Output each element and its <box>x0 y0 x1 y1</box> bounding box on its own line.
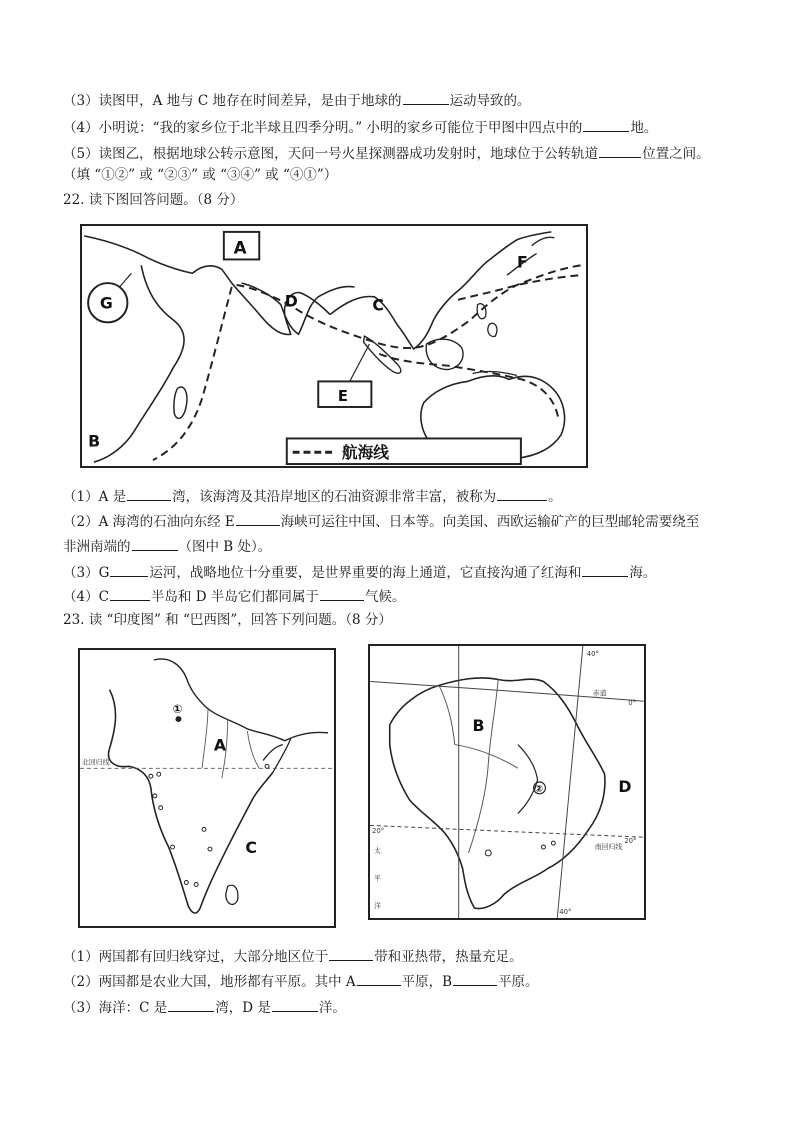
city-dot <box>159 806 163 810</box>
map-label-c: C <box>372 295 384 315</box>
india-internal-lines <box>202 707 259 778</box>
brazil-river <box>518 745 538 814</box>
city-dot <box>194 883 198 887</box>
q21-item-4-text: （4）小明说：“我的家乡位于北半球且四季分明。” 小明的家乡可能位于甲图中四点中的 <box>63 120 583 136</box>
q22-item-4-text-end: 气候。 <box>364 589 406 605</box>
shipping-route-australia <box>379 354 558 418</box>
pacific-label-2: 平 <box>373 874 381 883</box>
india-label-1: ① <box>172 702 183 717</box>
city-dot <box>551 841 555 845</box>
city-dot <box>265 764 269 768</box>
brazil-label-2: ② <box>534 783 543 795</box>
answer-blank[interactable] <box>329 946 373 961</box>
q22-item-1 <box>63 486 562 506</box>
answer-blank[interactable] <box>110 586 150 601</box>
city-dot <box>184 881 188 885</box>
q21-item-3 <box>63 90 531 110</box>
map-label-d: D <box>284 291 298 311</box>
q21-item-3-text: （3）读图甲，A 地与 C 地存在时间差异，是由于地球的 <box>63 93 402 109</box>
q23-item-1-text: （1）两国都有回归线穿过，大部分地区位于 <box>63 949 329 965</box>
q22-item-2-text-mid: 海峡可运往中国、日本等。向美国、西欧运输矿产的巨型邮轮需要绕至 <box>280 514 700 530</box>
india-coastline <box>109 690 273 914</box>
brazil-deg-40-top: 40° <box>586 649 600 658</box>
city-dot <box>541 845 545 849</box>
q22-item-2-text-end: （图中 B 处）。 <box>178 539 272 555</box>
coastline-se-asia <box>330 232 551 349</box>
pacific-label-1: 太 <box>373 846 381 855</box>
map-legend-label: 航海线 <box>341 443 390 463</box>
q22-title: 22. 读下图回答问题。（8 分） <box>63 192 244 208</box>
answer-blank[interactable] <box>599 143 641 158</box>
brazil-tropic-label: 南回归线 <box>594 843 623 852</box>
q22-item-4 <box>63 586 405 606</box>
q23-item-2-text-end: 平原。 <box>498 974 539 990</box>
city-dot <box>485 850 491 856</box>
brazil-internal-lines <box>439 680 518 853</box>
brazil-equator-label: 赤道 <box>592 689 607 698</box>
map-legend-box <box>287 438 521 464</box>
q22-item-1-text: （1）A 是 <box>63 489 127 505</box>
india-north-border <box>154 659 328 741</box>
india-label-c: C <box>245 837 257 857</box>
japan-outline <box>507 237 554 275</box>
india-label-a: A <box>213 735 227 755</box>
g-pointer-line <box>120 273 132 287</box>
q23-item-2-text: （2）两国都是农业大国，地形都有平原。其中 A <box>63 974 356 990</box>
map-label-f: F <box>516 252 528 272</box>
q21-item-4-text-end: 地。 <box>630 120 658 136</box>
q23-item-2 <box>63 971 539 991</box>
answer-blank[interactable] <box>357 971 401 986</box>
city-dot <box>157 772 161 776</box>
brazil-deg-20-left: 20° <box>371 827 385 836</box>
q22-item-2-text-cont: 非洲南端的 <box>63 539 131 555</box>
brazil-map-svg <box>370 646 644 918</box>
city-dot <box>171 845 175 849</box>
answer-blank[interactable] <box>168 997 214 1012</box>
q21-item-5 <box>63 143 710 163</box>
q21-item-4 <box>63 117 657 137</box>
q22-item-3-text-end: 海。 <box>629 565 657 581</box>
q21-item-5-hint: （填 “①②” 或 “②③” 或 “③④” 或 “④①”） <box>63 167 338 183</box>
answer-blank[interactable] <box>403 90 449 105</box>
map-label-e: E <box>337 388 349 406</box>
q22-item-3-text: （3）G <box>63 565 110 581</box>
answer-blank[interactable] <box>272 997 318 1012</box>
map-label-b: B <box>88 431 101 451</box>
q22-item-2-text: （2）A 海湾的石油向东经 E <box>63 514 235 530</box>
q22-item-1-text-mid: 湾，该海湾及其沿岸地区的石油资源非常丰富，被称为 <box>172 489 497 505</box>
city-dot <box>149 774 153 778</box>
city-dot <box>153 794 157 798</box>
brazil-deg-0: 0° <box>628 699 637 708</box>
india-tropic-label: 北回归线 <box>81 758 110 767</box>
q23-item-1-text-end: 带和亚热带，热量充足。 <box>374 949 523 965</box>
answer-blank[interactable] <box>583 117 629 132</box>
answer-blank[interactable] <box>132 536 178 551</box>
city-dot <box>208 847 212 851</box>
islands-outline <box>473 304 517 376</box>
q23-item-1 <box>63 946 523 966</box>
q22-map <box>80 224 588 468</box>
brazil-label-d: D <box>618 776 632 796</box>
q21-item-5-text: （5）读图乙，根据地球公转示意图，天问一号火星探测器成功发射时，地球位于公转轨道 <box>63 146 599 162</box>
q23-item-3-text-end: 洋。 <box>318 1000 346 1016</box>
answer-blank[interactable] <box>127 486 171 501</box>
sri-lanka-outline <box>226 885 238 904</box>
city-dot <box>202 827 206 831</box>
e-pointer-line <box>350 344 370 381</box>
brazil-map <box>368 644 646 920</box>
india-map-svg <box>80 650 334 926</box>
tropic-capricorn-line <box>370 825 644 837</box>
q22-map-svg <box>82 226 586 466</box>
q21-item-3-text-end: 运动导致的。 <box>449 93 531 109</box>
india-bengal-coast <box>263 739 291 772</box>
answer-blank[interactable] <box>110 562 148 577</box>
q23-item-3 <box>63 997 346 1017</box>
q23-item-2-text-mid: 平原，B <box>401 974 453 990</box>
map-label-a: A <box>233 237 247 258</box>
q22-item-1-text-end: 。 <box>548 489 562 505</box>
answer-blank[interactable] <box>497 486 547 501</box>
q22-item-3-text-mid: 运河，战略地位十分重要，是世界重要的海上通道，它直接沟通了红海和 <box>149 565 582 581</box>
q21-item-5-text-end: 位置之间。 <box>642 146 710 162</box>
q23-title: 23. 读 “印度图” 和 “巴西图”，回答下列问题。（8 分） <box>63 612 392 628</box>
q23-item-3-text: （3）海洋：C 是 <box>63 1000 168 1016</box>
q22-item-4-text-mid: 半岛和 D 半岛它们都同属于 <box>150 589 319 605</box>
q22-item-4-text: （4）C <box>63 589 109 605</box>
q22-item-2-cont <box>63 536 271 556</box>
map-label-g: G <box>99 293 113 313</box>
brazil-deg-40-bottom: 40° <box>559 908 572 917</box>
answer-blank[interactable] <box>236 511 280 526</box>
shipping-route-pacific <box>458 275 581 300</box>
answer-blank[interactable] <box>582 562 628 577</box>
brazil-outline <box>390 678 605 909</box>
brazil-label-b: B <box>472 715 485 735</box>
india-point-1 <box>175 716 181 722</box>
answer-blank[interactable] <box>320 586 364 601</box>
madagascar-outline <box>174 387 187 418</box>
q22-item-3 <box>63 562 656 582</box>
india-map <box>78 648 336 928</box>
meridian-40-line <box>557 646 583 918</box>
brazil-deg-20-right: 20° <box>624 837 637 846</box>
q22-item-2 <box>63 511 699 531</box>
pacific-label-3: 洋 <box>373 902 381 911</box>
answer-blank[interactable] <box>453 971 497 986</box>
q23-item-3-text-mid: 湾，D 是 <box>215 1000 271 1016</box>
